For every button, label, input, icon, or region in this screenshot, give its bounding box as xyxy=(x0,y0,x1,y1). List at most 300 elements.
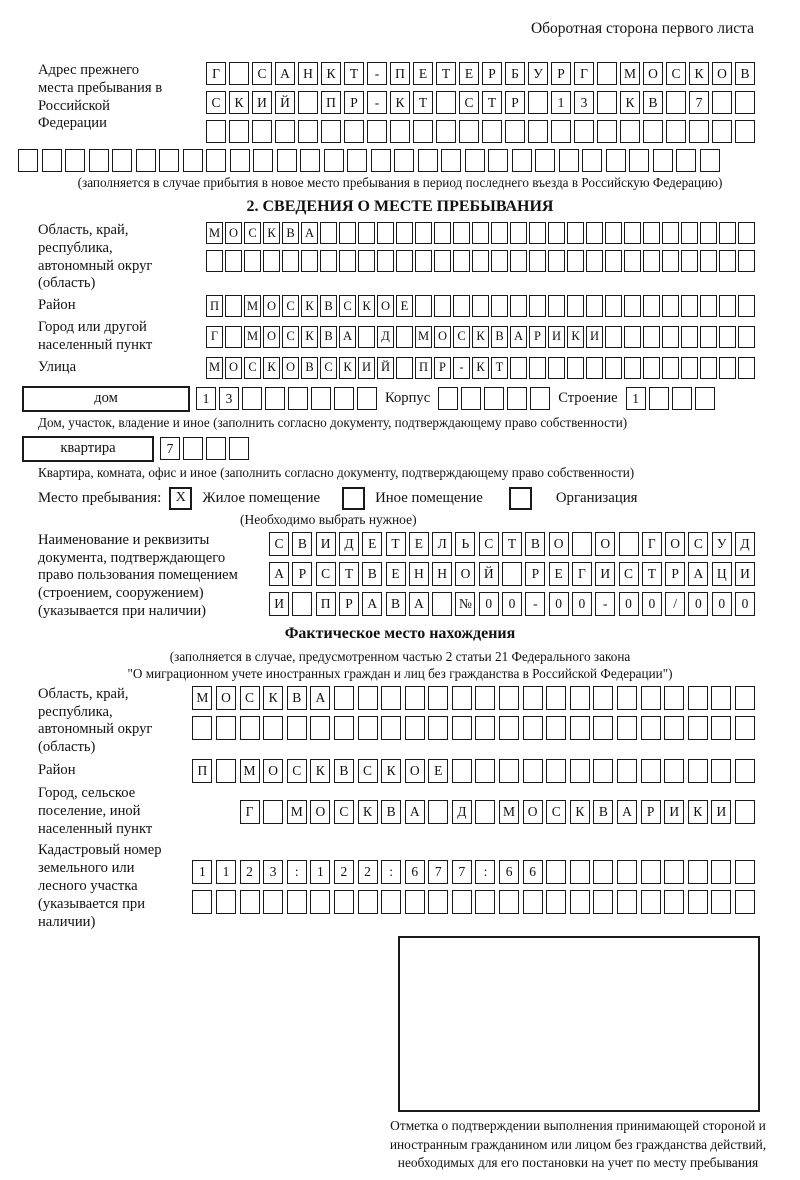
form-cell xyxy=(664,759,684,783)
prev-address-label: Адрес прежнего места пребывания в Российской Федерации xyxy=(38,62,163,132)
form-cell: В xyxy=(593,800,613,824)
option-organization-label: Организация xyxy=(555,489,638,506)
form-cell: К xyxy=(263,686,283,710)
form-cell: Й xyxy=(479,562,499,586)
form-cell xyxy=(428,716,448,740)
form-cell xyxy=(183,149,203,172)
option-other-premises-label: Иное помещение xyxy=(375,489,483,506)
form-cell: О xyxy=(643,62,663,85)
form-cell: Т xyxy=(491,357,508,379)
form-cell xyxy=(676,149,696,172)
form-cell xyxy=(265,387,285,410)
form-cell xyxy=(719,357,736,379)
form-cell: 7 xyxy=(428,860,448,884)
form-cell xyxy=(413,120,433,143)
form-cell xyxy=(42,149,62,172)
form-cell xyxy=(551,120,571,143)
form-cell xyxy=(367,120,387,143)
form-cell xyxy=(570,890,590,914)
form-cell xyxy=(432,592,452,616)
form-cell xyxy=(593,890,613,914)
form-cell: О xyxy=(282,357,299,379)
form-cell: С xyxy=(269,532,289,556)
form-cell: Е xyxy=(413,62,433,85)
form-cell xyxy=(700,326,717,348)
form-cell xyxy=(452,759,472,783)
form-cell: В xyxy=(287,686,307,710)
form-cell xyxy=(358,326,375,348)
form-cell: И xyxy=(595,562,615,586)
form-cell xyxy=(229,120,249,143)
form-cell: Р xyxy=(641,800,661,824)
form-cell: 3 xyxy=(574,91,594,114)
form-cell xyxy=(428,890,448,914)
stay-type-label: Место пребывания: xyxy=(38,489,162,506)
form-cell xyxy=(491,250,508,272)
cadastre-label: Кадастровый номер земельного или лесного участка (указывается при наличии) xyxy=(38,842,162,930)
checkbox-other-premises xyxy=(342,487,365,510)
region-block xyxy=(0,222,800,293)
form-cell: 6 xyxy=(523,860,543,884)
form-cell: С xyxy=(546,800,566,824)
form-cell xyxy=(136,149,156,172)
form-cell xyxy=(475,890,495,914)
form-cell xyxy=(192,716,212,740)
prev-address-row-1 xyxy=(206,62,755,85)
form-cell: С xyxy=(358,759,378,783)
form-cell xyxy=(653,149,673,172)
form-cell: К xyxy=(301,295,318,317)
form-cell xyxy=(643,222,660,244)
form-cell: С xyxy=(206,91,226,114)
form-cell: О xyxy=(263,326,280,348)
region-row-2 xyxy=(206,250,755,272)
form-cell: М xyxy=(240,759,260,783)
form-cell xyxy=(735,716,755,740)
form-cell: М xyxy=(206,357,223,379)
form-cell xyxy=(65,149,85,172)
form-cell xyxy=(643,120,663,143)
form-cell: 1 xyxy=(310,860,330,884)
form-cell: 0 xyxy=(479,592,499,616)
form-cell xyxy=(282,250,299,272)
form-cell: М xyxy=(415,326,432,348)
form-cell xyxy=(216,759,236,783)
form-cell xyxy=(523,716,543,740)
form-cell xyxy=(681,250,698,272)
form-cell: Н xyxy=(298,62,318,85)
form-cell xyxy=(629,149,649,172)
form-cell xyxy=(605,357,622,379)
form-cell: Е xyxy=(396,295,413,317)
form-cell: П xyxy=(192,759,212,783)
form-cell: И xyxy=(735,562,755,586)
form-cell: И xyxy=(586,326,603,348)
form-cell xyxy=(624,357,641,379)
form-cell xyxy=(641,686,661,710)
form-cell: В xyxy=(362,562,382,586)
form-cell: - xyxy=(525,592,545,616)
region-row-1 xyxy=(206,222,755,244)
form-cell xyxy=(662,357,679,379)
form-cell: Г xyxy=(240,800,260,824)
form-cell: 3 xyxy=(219,387,239,410)
form-cell xyxy=(396,357,413,379)
form-cell xyxy=(89,149,109,172)
form-cell xyxy=(499,890,519,914)
form-cell: Е xyxy=(549,562,569,586)
form-cell: Р xyxy=(525,562,545,586)
form-cell: Д xyxy=(452,800,472,824)
form-cell xyxy=(546,890,566,914)
form-cell: Т xyxy=(482,91,502,114)
form-cell xyxy=(567,250,584,272)
form-cell xyxy=(320,250,337,272)
form-cell: О xyxy=(434,326,451,348)
form-cell: С xyxy=(282,326,299,348)
page-header: Оборотная сторона первого листа xyxy=(530,20,754,37)
form-cell: К xyxy=(570,800,590,824)
form-cell: С xyxy=(252,62,272,85)
form-cell: В xyxy=(320,326,337,348)
form-cell xyxy=(719,222,736,244)
form-cell: Р xyxy=(551,62,571,85)
form-cell xyxy=(572,532,592,556)
form-cell xyxy=(428,686,448,710)
form-cell xyxy=(475,716,495,740)
form-cell: / xyxy=(665,592,685,616)
form-cell: В xyxy=(735,62,755,85)
form-cell xyxy=(405,890,425,914)
form-cell: 0 xyxy=(572,592,592,616)
form-cell xyxy=(700,149,720,172)
document-row-2 xyxy=(269,562,755,586)
form-cell: И xyxy=(358,357,375,379)
form-cell xyxy=(664,890,684,914)
form-cell xyxy=(567,295,584,317)
stay-type-note: (Необходимо выбрать нужное) xyxy=(240,511,417,527)
form-cell xyxy=(371,149,391,172)
form-cell xyxy=(735,686,755,710)
form-cell: И xyxy=(548,326,565,348)
form-cell xyxy=(567,357,584,379)
form-cell xyxy=(523,890,543,914)
district-block xyxy=(0,295,800,317)
form-cell: О xyxy=(225,357,242,379)
form-cell xyxy=(438,387,458,410)
form-cell xyxy=(482,120,502,143)
form-cell xyxy=(287,890,307,914)
form-cell: И xyxy=(316,532,336,556)
form-cell: Г xyxy=(206,62,226,85)
form-cell: С xyxy=(688,532,708,556)
form-cell xyxy=(617,686,637,710)
form-cell xyxy=(357,387,377,410)
form-cell: В xyxy=(301,357,318,379)
form-cell: 0 xyxy=(688,592,708,616)
form-cell: М xyxy=(206,222,223,244)
form-cell: К xyxy=(339,357,356,379)
form-cell: К xyxy=(358,800,378,824)
form-cell: О xyxy=(455,562,475,586)
form-cell xyxy=(263,716,283,740)
form-cell xyxy=(586,222,603,244)
form-cell xyxy=(396,326,413,348)
form-cell xyxy=(586,357,603,379)
form-cell xyxy=(735,800,755,824)
form-cell xyxy=(641,759,661,783)
form-cell: В xyxy=(386,592,406,616)
form-cell xyxy=(310,890,330,914)
form-cell: О xyxy=(549,532,569,556)
form-cell xyxy=(491,295,508,317)
city-label: Город или другой населенный пункт xyxy=(38,319,153,353)
form-cell xyxy=(664,686,684,710)
document-grids xyxy=(241,532,755,616)
form-cell xyxy=(396,250,413,272)
form-cell xyxy=(206,120,226,143)
form-cell xyxy=(415,222,432,244)
form-cell: Д xyxy=(339,532,359,556)
form-cell: С xyxy=(320,357,337,379)
form-cell xyxy=(689,120,709,143)
form-cell: М xyxy=(244,295,261,317)
form-cell xyxy=(475,759,495,783)
form-cell xyxy=(559,149,579,172)
form-cell xyxy=(605,295,622,317)
form-cell xyxy=(275,120,295,143)
form-cell xyxy=(700,357,717,379)
form-cell xyxy=(230,149,250,172)
form-cell: П xyxy=(316,592,336,616)
form-cell xyxy=(381,890,401,914)
form-cell xyxy=(229,62,249,85)
form-cell xyxy=(735,759,755,783)
form-cell xyxy=(441,149,461,172)
form-cell: П xyxy=(206,295,223,317)
form-cell: Т xyxy=(344,62,364,85)
form-cell: : xyxy=(475,860,495,884)
form-cell xyxy=(548,357,565,379)
cadastre-grids xyxy=(168,860,755,914)
form-cell: К xyxy=(567,326,584,348)
form-cell xyxy=(624,295,641,317)
form-cell xyxy=(738,357,755,379)
street-row xyxy=(206,357,755,379)
form-cell xyxy=(472,222,489,244)
form-cell: Е xyxy=(409,532,429,556)
actual-region-row-1 xyxy=(192,686,755,710)
form-cell xyxy=(605,222,622,244)
form-cell: С xyxy=(619,562,639,586)
form-cell xyxy=(662,295,679,317)
form-cell: К xyxy=(263,222,280,244)
document-row-3 xyxy=(269,592,755,616)
form-cell: И xyxy=(252,91,272,114)
form-cell xyxy=(434,222,451,244)
form-cell xyxy=(300,149,320,172)
form-cell: Р xyxy=(344,91,364,114)
actual-district-block xyxy=(0,759,800,783)
form-cell xyxy=(570,716,590,740)
street-block xyxy=(0,357,800,379)
form-cell xyxy=(472,295,489,317)
form-cell: Л xyxy=(432,532,452,556)
form-cell xyxy=(738,326,755,348)
apartment-caption: Квартира, комната, офис и иное (заполнить согласно документу, подтверждающему право собственности) xyxy=(38,464,635,480)
form-cell xyxy=(253,149,273,172)
form-cell: 7 xyxy=(160,437,180,460)
form-cell: С xyxy=(666,62,686,85)
cadastre-block xyxy=(0,842,800,931)
form-cell: С xyxy=(479,532,499,556)
form-cell: 0 xyxy=(502,592,522,616)
form-cell: 1 xyxy=(551,91,571,114)
form-cell xyxy=(244,250,261,272)
form-cell xyxy=(394,149,414,172)
form-cell: Т xyxy=(502,532,522,556)
form-cell: У xyxy=(528,62,548,85)
form-cell xyxy=(681,357,698,379)
form-cell xyxy=(624,326,641,348)
house-row xyxy=(0,386,800,412)
form-cell xyxy=(570,860,590,884)
form-cell xyxy=(546,860,566,884)
form-cell xyxy=(529,357,546,379)
form-cell xyxy=(619,532,639,556)
form-cell xyxy=(229,437,249,460)
form-cell xyxy=(252,120,272,143)
form-cell xyxy=(593,716,613,740)
form-cell xyxy=(567,222,584,244)
form-cell xyxy=(263,800,283,824)
form-cell xyxy=(206,437,226,460)
form-cell: Р xyxy=(292,562,312,586)
form-cell xyxy=(597,120,617,143)
form-cell: К xyxy=(229,91,249,114)
form-cell: О xyxy=(263,295,280,317)
form-cell: О xyxy=(523,800,543,824)
form-cell: И xyxy=(269,592,289,616)
actual-location-caption-1: (заполняется в случае, предусмотренном частью 2 статьи 21 Федерального закона xyxy=(169,648,631,664)
form-cell xyxy=(529,295,546,317)
actual-location-title: Фактическое место нахождения xyxy=(284,624,516,642)
form-cell xyxy=(298,91,318,114)
form-cell xyxy=(484,387,504,410)
form-cell: 0 xyxy=(642,592,662,616)
form-cell xyxy=(488,149,508,172)
form-cell xyxy=(570,686,590,710)
actual-region-grids xyxy=(168,686,755,740)
form-cell: С xyxy=(244,357,261,379)
form-cell xyxy=(415,295,432,317)
form-cell: С xyxy=(282,295,299,317)
form-cell: П xyxy=(390,62,410,85)
form-cell xyxy=(499,686,519,710)
form-cell xyxy=(624,250,641,272)
form-cell: И xyxy=(664,800,684,824)
form-cell: Р xyxy=(505,91,525,114)
prev-address-row-3 xyxy=(206,120,755,143)
form-cell xyxy=(324,149,344,172)
form-cell xyxy=(605,250,622,272)
form-cell xyxy=(643,250,660,272)
form-cell: Д xyxy=(735,532,755,556)
form-cell: 1 xyxy=(216,860,236,884)
form-cell: А xyxy=(339,326,356,348)
form-cell: 0 xyxy=(712,592,732,616)
form-cell: 0 xyxy=(619,592,639,616)
form-cell: К xyxy=(321,62,341,85)
stay-type-row xyxy=(0,487,800,510)
form-cell xyxy=(292,592,312,616)
form-cell: П xyxy=(321,91,341,114)
form-cell xyxy=(225,250,242,272)
form-cell xyxy=(358,686,378,710)
form-cell xyxy=(617,759,637,783)
form-cell: А xyxy=(362,592,382,616)
form-cell xyxy=(112,149,132,172)
apartment-box-label: квартира xyxy=(22,436,154,462)
form-cell xyxy=(475,800,495,824)
form-cell: Е xyxy=(386,562,406,586)
form-cell: К xyxy=(689,62,709,85)
form-cell: 7 xyxy=(452,860,472,884)
form-cell xyxy=(339,250,356,272)
cadastre-row-1 xyxy=(192,860,755,884)
form-cell xyxy=(192,890,212,914)
form-cell: Т xyxy=(642,562,662,586)
form-cell: 1 xyxy=(196,387,216,410)
form-cell: К xyxy=(310,759,330,783)
form-cell xyxy=(418,149,438,172)
form-cell xyxy=(358,222,375,244)
form-cell xyxy=(711,860,731,884)
form-cell xyxy=(664,860,684,884)
form-cell xyxy=(617,890,637,914)
option-residential-label: Жилое помещение xyxy=(202,489,321,506)
actual-city-block xyxy=(0,785,800,838)
form-cell: О xyxy=(310,800,330,824)
form-cell xyxy=(377,222,394,244)
form-cell xyxy=(586,295,603,317)
form-cell: М xyxy=(244,326,261,348)
form-cell: А xyxy=(688,562,708,586)
form-cell xyxy=(641,716,661,740)
form-cell: А xyxy=(275,62,295,85)
form-cell: С xyxy=(339,295,356,317)
form-cell xyxy=(381,686,401,710)
form-cell: С xyxy=(459,91,479,114)
form-cell xyxy=(643,357,660,379)
form-cell: Р xyxy=(665,562,685,586)
form-cell: В xyxy=(334,759,354,783)
form-cell xyxy=(586,250,603,272)
form-cell xyxy=(459,120,479,143)
form-cell: О xyxy=(712,62,732,85)
form-cell xyxy=(643,326,660,348)
form-cell xyxy=(507,387,527,410)
form-cell xyxy=(334,716,354,740)
form-cell: № xyxy=(455,592,475,616)
form-cell xyxy=(738,295,755,317)
form-cell xyxy=(436,91,456,114)
form-cell: В xyxy=(525,532,545,556)
form-cell: М xyxy=(287,800,307,824)
form-cell xyxy=(548,222,565,244)
form-cell: Е xyxy=(362,532,382,556)
form-cell xyxy=(711,759,731,783)
